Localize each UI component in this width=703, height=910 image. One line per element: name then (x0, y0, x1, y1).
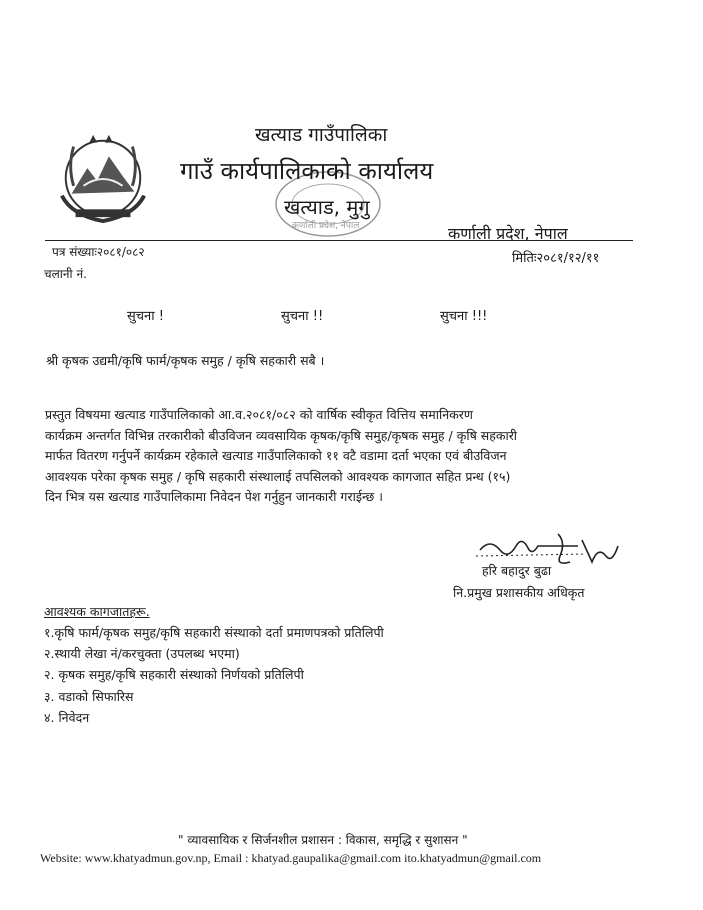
document-item: २.स्थायी लेखा नं/करचुक्ता (उपलब्ध भएमा) (44, 646, 240, 661)
letter-date: मितिः२०८१/१२/११ (512, 251, 600, 266)
body-line: दिन भित्र यस खत्याड गाउँपालिकामा निवेदन पेश गर्नुहुन जानकारी गराईन्छ । (45, 489, 384, 504)
header-divider (45, 240, 633, 241)
office-name-line1: खत्याड गाउँपालिका (255, 124, 388, 146)
nepal-emblem-logo (54, 126, 152, 226)
document-item: ३. वडाको सिफारिस (44, 689, 134, 704)
notice-heading-3: सुचना !!! (440, 309, 488, 324)
document-item: २. कृषक समुह/कृषि सहकारी संस्थाको निर्णयको प्रतिलिपी (44, 667, 304, 682)
body-line: कार्यक्रम अन्तर्गत विभिन्न तरकारीको बीउविजन व्यवसायिक कृषक/कृषि समुह/कृषक समुह / कृषि सहकारी (45, 427, 518, 443)
reference-number: पत्र संख्याः२०८१/०८२ (52, 245, 145, 259)
body-line: प्रस्तुत विषयमा खत्याड गाउँपालिकाको आ.व.२०८१/०८२ को वार्षिक स्वीकृत वित्तिय समानिकरण (45, 407, 473, 422)
notice-heading-1: सुचना ! (127, 309, 164, 324)
province-name: कर्णाली प्रदेश, नेपाल (448, 224, 568, 243)
body-line: मार्फत वितरण गर्नुपर्ने कार्यक्रम रहेकाले खत्याड गाउँपालिकाको ११ वटै वडामा दर्ता भएका एवं बीउविजन (45, 448, 507, 463)
footer-motto: " व्यावसायिक र सिर्जनशील प्रशासन : विकास, समृद्धि र सुशासन " (178, 833, 468, 847)
office-name-line2: गाउँ कार्यपालिकाको कार्यालय (180, 157, 434, 185)
footer-contact: Website: www.khatyadmun.gov.np, Email : khatyad.gaupalika@gmail.com ito.khatyadmun@gmail.com (40, 851, 542, 865)
notice-heading-2: सुचना !! (281, 309, 324, 324)
required-documents-heading: आवश्यक कागजातहरू. (44, 604, 150, 619)
letter-body (45, 405, 635, 508)
salutation: श्री कृषक उद्यमी/कृषि फार्म/कृषक समुह / कृषि सहकारी सबै । (46, 353, 325, 368)
body-line: आवश्यक परेका कृषक समुह / कृषि सहकारी संस्थालाई तपसिलको आवश्यक कागजात सहित प्रन्ध (१५) (45, 468, 511, 484)
signatory-name: हरि बहादुर बुढा (482, 563, 552, 578)
svg-text:कर्णाली प्रदेश, नेपाल: कर्णाली प्रदेश, नेपाल (292, 221, 360, 231)
document-item: १.कृषि फार्म/कृषक समुह/कृषि सहकारी संस्थाको दर्ता प्रमाणपत्रको प्रतिलिपी (44, 625, 384, 640)
dispatch-number: चलानी नं. (44, 267, 87, 281)
office-location: खत्याड, मुगु (284, 195, 370, 219)
signatory-title: नि.प्रमुख प्रशासकीय अधिकृत (453, 585, 585, 600)
document-item: ४. निवेदन (44, 710, 90, 725)
